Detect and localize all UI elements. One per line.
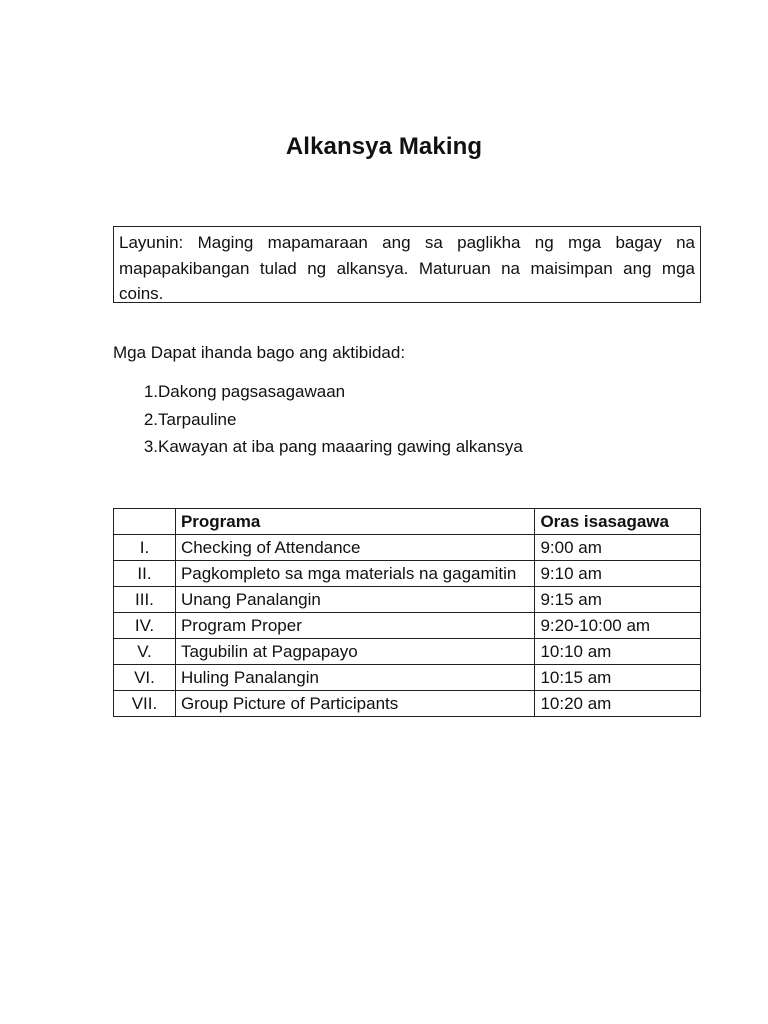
row-time: 9:20-10:00 am (535, 613, 701, 639)
preparation-heading: Mga Dapat ihanda bago ang aktibidad: (113, 343, 406, 362)
row-program: Pagkompleto sa mga materials na gagamitin (175, 561, 535, 587)
header-program: Programa (175, 509, 535, 535)
header-number (114, 509, 176, 535)
row-program: Checking of Attendance (175, 535, 535, 561)
list-item (113, 378, 523, 406)
objective-box: Layunin: Maging mapamaraan ang sa paglikha ng mga bagay na mapapakibangan tulad ng alkansya. Maturuan na maisimpan ang mga coins. (113, 226, 701, 303)
list-item (113, 433, 523, 461)
row-program: Program Proper (175, 613, 535, 639)
row-number: I. (114, 535, 176, 561)
row-time: 10:10 am (535, 639, 701, 665)
row-time: 9:15 am (535, 587, 701, 613)
row-time: 9:00 am (535, 535, 701, 561)
table-row (114, 665, 701, 691)
row-number: V. (114, 639, 176, 665)
list-item-text: Kawayan at iba pang maaaring gawing alkansya (158, 437, 523, 456)
table-row (114, 613, 701, 639)
table-row (114, 639, 701, 665)
row-number: IV. (114, 613, 176, 639)
preparation-list (113, 378, 523, 461)
list-item-number: 3. (143, 437, 158, 456)
row-number: VII. (114, 691, 176, 717)
row-time: 10:15 am (535, 665, 701, 691)
row-number: VI. (114, 665, 176, 691)
row-number: III. (114, 587, 176, 613)
list-item-text: Dakong pagsasagawaan (158, 382, 346, 401)
table-row (114, 561, 701, 587)
list-item-number: 2. (143, 409, 158, 429)
table-row (114, 535, 701, 561)
row-number: II. (114, 561, 176, 587)
table-header-row (114, 509, 701, 535)
list-item-text: Tarpauline (158, 409, 237, 429)
list-item-number: 1. (143, 382, 158, 401)
row-program: Group Picture of Participants (175, 691, 535, 717)
table-row (114, 691, 701, 717)
table-row (114, 587, 701, 613)
row-program: Unang Panalangin (175, 587, 535, 613)
schedule-table (113, 508, 701, 717)
row-time: 9:10 am (535, 561, 701, 587)
row-program: Tagubilin at Pagpapayo (175, 639, 535, 665)
header-time: Oras isasagawa (535, 509, 701, 535)
list-item (113, 406, 523, 434)
row-time: 10:20 am (535, 691, 701, 717)
row-program: Huling Panalangin (175, 665, 535, 691)
page-title: Alkansya Making (285, 133, 483, 160)
